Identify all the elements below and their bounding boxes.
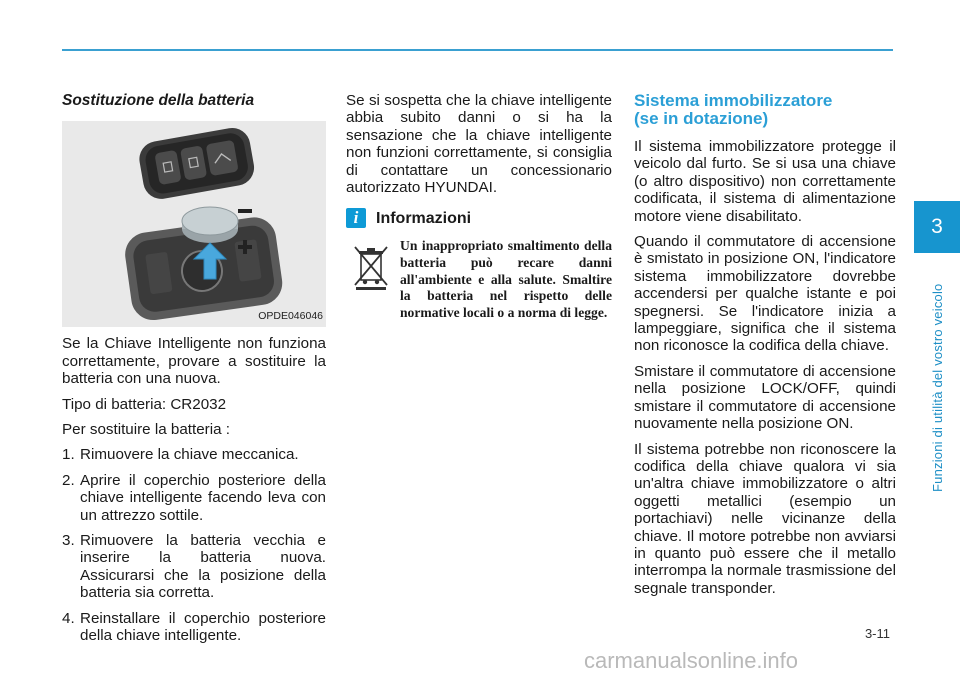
immobilizer-paragraph: Il sistema immobilizzatore protegge il veicolo dal furto. Se si usa una chiave (o altro dispositivo) non correttamente codificata, il sistema di alimentazione motore viene disabilitato. [634, 138, 896, 225]
dealer-paragraph: Se si sospetta che la chiave intelligente abbia subito danni o si ha la sensazione che la chiave intelligente non funzioni correttamente, si consiglia di contattare un concessionario autorizzato HYUNDAI. [346, 92, 612, 197]
chapter-number-tab: 3 [914, 201, 960, 253]
chapter-title: Funzioni di utilità del vostro veicolo [930, 283, 945, 492]
info-text: Un inappropriato smaltimento della batteria può recare danni all'ambiente e alla salute. Smaltire la batteria nel rispetto delle normative locali o a norma di legge. [400, 238, 612, 320]
step-text: Reinstallare il coperchio posteriore della chiave intelligente. [80, 609, 326, 645]
smart-key-figure [62, 121, 326, 327]
list-item [62, 610, 326, 645]
replacement-steps-list [62, 446, 326, 644]
step-text: Rimuovere la batteria vecchia e inserire la batteria nuova. Assicurarsi che la posizione della batteria sia corretta. [80, 532, 326, 602]
step-number: 2. [62, 471, 75, 489]
immobilizer-title-line1: Sistema immobilizzatore [634, 91, 833, 110]
crossed-bin-icon [352, 244, 390, 290]
info-header [346, 208, 612, 228]
header-rule [62, 49, 893, 51]
steps-intro-text: Per sostituire la batteria : [62, 421, 230, 439]
smart-key-illustration [62, 121, 326, 327]
section-title-battery: Sostituzione della batteria [62, 92, 255, 109]
figure-code: OPDE046046 [258, 310, 323, 322]
step-number: 3. [62, 532, 75, 550]
page-number: 3-11 [864, 626, 890, 641]
info-icon: i [346, 208, 366, 228]
battery-type-text: Tipo di batteria: CR2032 [62, 395, 227, 413]
step-number: 4. [62, 609, 75, 627]
column-dealer-info [346, 92, 612, 321]
chapter-title-vertical [930, 262, 946, 492]
step-text: Rimuovere la chiave meccanica. [80, 446, 299, 464]
list-item [62, 472, 326, 524]
immobilizer-title [634, 92, 896, 128]
immobilizer-paragraph: Smistare il commutatore di accensione nella posizione LOCK/OFF, quindi smistare il commutatore di accensione nuovamente nella posizione ON. [634, 362, 896, 433]
list-item [62, 446, 326, 463]
immobilizer-paragraph: Quando il commutatore di accensione è smistato in posizione ON, l'indicatore sistema immobilizzatore dovrebbe accendersi per qualche istante e poi spegnersi. Se l'indicatore inizia a lampeggiare, significa che il sistema non riconosce la codifica della chiave. [634, 233, 896, 355]
battery-intro-paragraph: Se la Chiave Intelligente non funziona correttamente, provare a sostituire la batteria con una nuova. [62, 335, 326, 388]
immobilizer-paragraph: Il sistema potrebbe non riconoscere la codifica della chiave qualora vi sia un'altra chiave immobilizzatore o altri oggetti metallici (esempio un portachiavi) nelle vicinanze della chiave. Il motore potrebbe non avviarsi in quanto può essere che il metallo interrompa la normale trasmissione del segnale transponder. [634, 440, 896, 597]
column-battery-replacement [62, 92, 326, 653]
info-title: Informazioni [376, 209, 472, 227]
immobilizer-title-line2: (se in dotazione) [634, 109, 769, 128]
step-number: 1. [62, 446, 75, 464]
info-box [346, 238, 612, 321]
watermark: carmanualsonline.info [584, 648, 799, 673]
list-item [62, 532, 326, 602]
step-text: Aprire il coperchio posteriore della chiave intelligente facendo leva con un attrezzo sottile. [80, 471, 326, 524]
column-immobilizer [634, 92, 896, 605]
